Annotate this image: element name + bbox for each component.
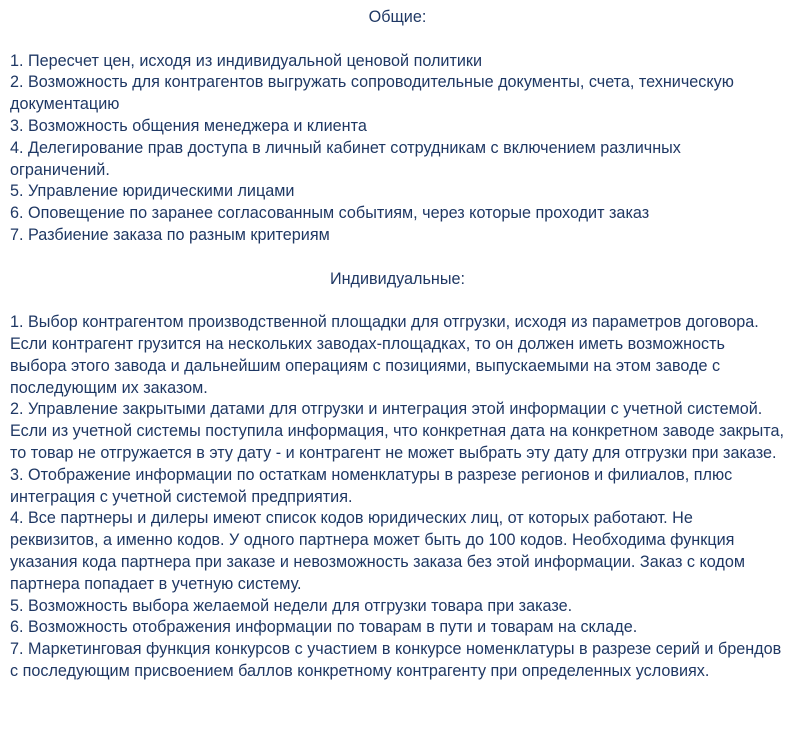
general-item-2: 2. Возможность для контрагентов выгружать сопроводительные документы, счета, техническую документацию: [10, 73, 734, 114]
individual-item-4: 4. Все партнеры и дилеры имеют список кодов юридических лиц, от которых работают. Не реквизитов, а именно кодов. У одного партнера может быть до 100 кодов. Необходима функция указания кода партнера при заказе и невозможность заказа без этой информации. Заказ с кодом партнера попадает в учетную систему.: [10, 509, 745, 593]
spacer: [10, 290, 785, 312]
general-item-6: 6. Оповещение по заранее согласованным событиям, через которые проходит заказ: [10, 204, 650, 223]
general-list: [10, 51, 785, 247]
spacer: [10, 29, 785, 51]
individual-item-6: 6. Возможность отображения информации по товарам в пути и товарам на складе.: [10, 618, 638, 637]
individual-heading: Индивидуальные:: [329, 269, 466, 288]
individual-list: [10, 312, 785, 683]
individual-item-3: 3. Отображение информации по остаткам номенклатуры в разрезе регионов и филиалов, плюс интеграция с учетной системой предприятия.: [10, 465, 733, 506]
individual-item-1: 1. Выбор контрагентом производственной площадки для отгрузки, исходя из параметров договора. Если контрагент грузится на нескольких заводах-площадках, то он должен иметь возможность выбора этого завода и дальнейшим операциям с позициями, выпускаемыми на этом заводе с последующим их заказом.: [10, 313, 759, 397]
general-item-7: 7. Разбиение заказа по разным критериям: [10, 225, 330, 244]
general-heading: Общие:: [368, 8, 427, 26]
individual-item-2: 2. Управление закрытыми датами для отгрузки и интеграция этой информации с учетной системой. Если из учетной системы поступила информация, что конкретная дата на конкретном заводе закрыта, то товар не отгружается в эту дату - и контрагент не может выбрать эту дату для отгрузки при заказе.: [10, 400, 784, 462]
general-item-3: 3. Возможность общения менеджера и клиента: [10, 116, 367, 135]
spacer: [10, 247, 785, 269]
general-item-1: 1. Пересчет цен, исходя из индивидуальной ценовой политики: [10, 51, 483, 70]
general-item-4: 4. Делегирование прав доступа в личный кабинет сотрудникам с включением различных ограничений.: [10, 138, 681, 179]
individual-item-5: 5. Возможность выбора желаемой недели для отгрузки товара при заказе.: [10, 596, 573, 615]
general-item-5: 5. Управление юридическими лицами: [10, 182, 295, 201]
individual-item-7: 7. Маркетинговая функция конкурсов с участием в конкурсе номенклатуры в разрезе серий и брендов с последующим присвоением баллов конкретному контрагенту при определенных условиях.: [10, 640, 782, 680]
